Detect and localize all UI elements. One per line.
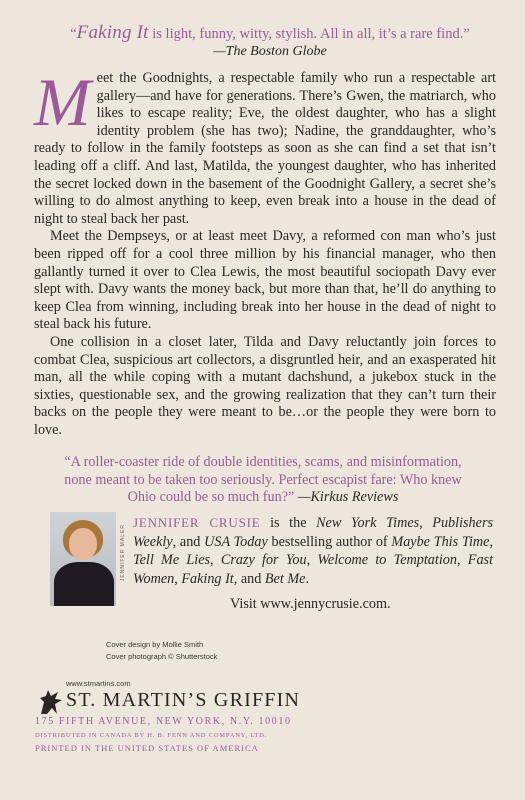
author-bio bbox=[133, 514, 493, 588]
cover-photo-credit: Cover photograph © Shutterstock bbox=[106, 652, 218, 661]
review-source: —Kirkus Reviews bbox=[297, 489, 399, 506]
bio-publication: USA Today bbox=[204, 533, 268, 550]
bio-text: , bbox=[456, 552, 468, 568]
griffin-logo-icon bbox=[38, 688, 64, 716]
bio-text: . bbox=[305, 570, 310, 587]
bio-text: is the bbox=[260, 515, 317, 531]
bio-book-title: Fast Women bbox=[133, 552, 494, 587]
bio-publication: New York Times bbox=[316, 515, 420, 531]
printed-in: PRINTED IN THE UNITED STATES OF AMERICA bbox=[35, 743, 259, 753]
bio-book-title: Maybe This Time bbox=[391, 533, 490, 550]
description-paragraph-3: One collision in a closet later, Tilda and Davy reluctantly join forces to combat Clea, suspicious art collectors, a disgruntled heir, and an exasperated hit man, all the while coping with a mutant dachshund, a jukebox stuck in the sixties, questionable sex, and the growing realization that they can’t turn their backs on the people they were meant to be…or the people they were born to love. bbox=[34, 333, 496, 438]
bio-text: bestselling author of bbox=[267, 533, 392, 550]
quoted-book-title: Faking It bbox=[76, 22, 149, 43]
book-description bbox=[34, 64, 496, 439]
quote-open: “ bbox=[70, 26, 77, 42]
bio-text: , bbox=[174, 570, 182, 587]
praise-quote bbox=[60, 24, 480, 61]
author-photo bbox=[50, 512, 116, 606]
photo-credit: JENNIFER MALER bbox=[120, 524, 126, 582]
drop-cap: M bbox=[34, 64, 91, 140]
bio-book-title: Bet Me bbox=[264, 570, 306, 587]
publisher-address: 175 FIFTH AVENUE, NEW YORK, N.Y. 10010 bbox=[35, 716, 292, 727]
bio-text: , bbox=[210, 552, 221, 568]
bio-book-title: Faking It bbox=[181, 570, 234, 587]
bio-book-title: Welcome to Temptation bbox=[317, 552, 457, 568]
bio-book-title: Tell Me Lies bbox=[133, 552, 211, 568]
cover-credits bbox=[106, 639, 306, 663]
cover-design-credit: Cover design by Mollie Smith bbox=[106, 640, 204, 649]
author-website: Visit www.jennycrusie.com. bbox=[230, 596, 391, 612]
paragraph-1-text: eet the Goodnights, a respectable family who run a respectable art gallery—and have for generations. There’s Gwen, the matriarch, who likes to escape reality; Eve, the oldest daughter, who has a slight identity problem (she has two); Nadine, the granddaughter, who’s ready to follow in the family footsteps as soon as she can find a set that isn’t leading off a cliff. And last, Matilda, the youngest daughter, who has inherited the secret locked down in the basement of the Goodnight Gallery, a secret she’s willing to do almost anything to keep, even break into a house in the dead of night to steal back her past. bbox=[34, 70, 496, 227]
review-text: “A roller-coaster ride of double identities, scams, and misinformation, none meant to be taken too seriously. Perfect escapist fare: Who knew Ohio could be so much fun?” bbox=[64, 454, 462, 506]
bio-text: , and bbox=[172, 533, 205, 550]
bio-text: , bbox=[489, 533, 493, 550]
description-paragraph-1 bbox=[34, 64, 496, 228]
bio-text: , bbox=[306, 552, 318, 568]
description-paragraph-2: Meet the Dempseys, or at least meet Davy, a reformed con man who’s just been ripped off for a cool three million by his financial manager, who then gallantly turned it over to Clea Lewis, the most beautiful sociopath Davy ever slept with. Davy wants the money back, but more than that, he’ll do anything to keep Clea from winning, including break into her house in the dead of night to steal back his future. bbox=[34, 228, 496, 333]
quote-source: —The Boston Globe bbox=[213, 44, 327, 59]
publisher-distribution: DISTRIBUTED IN CANADA BY H. B. FENN AND COMPANY, LTD. bbox=[35, 732, 268, 739]
bio-text: , bbox=[419, 515, 433, 531]
quote-text: is light, funny, witty, stylish. All in all, it’s a rare find.” bbox=[148, 26, 470, 42]
author-name: JENNIFER CRUSIE bbox=[133, 515, 261, 530]
author-photo-face bbox=[69, 528, 97, 560]
publisher-url: www.stmartins.com bbox=[66, 679, 131, 688]
bio-publication: Publishers Weekly bbox=[133, 515, 493, 550]
bio-book-title: Crazy for You bbox=[220, 552, 307, 568]
bio-text: , and bbox=[233, 570, 265, 587]
review-quote bbox=[50, 454, 476, 507]
author-photo-jacket bbox=[54, 562, 114, 606]
publisher-name: ST. MARTIN’S GRIFFIN bbox=[66, 689, 301, 711]
